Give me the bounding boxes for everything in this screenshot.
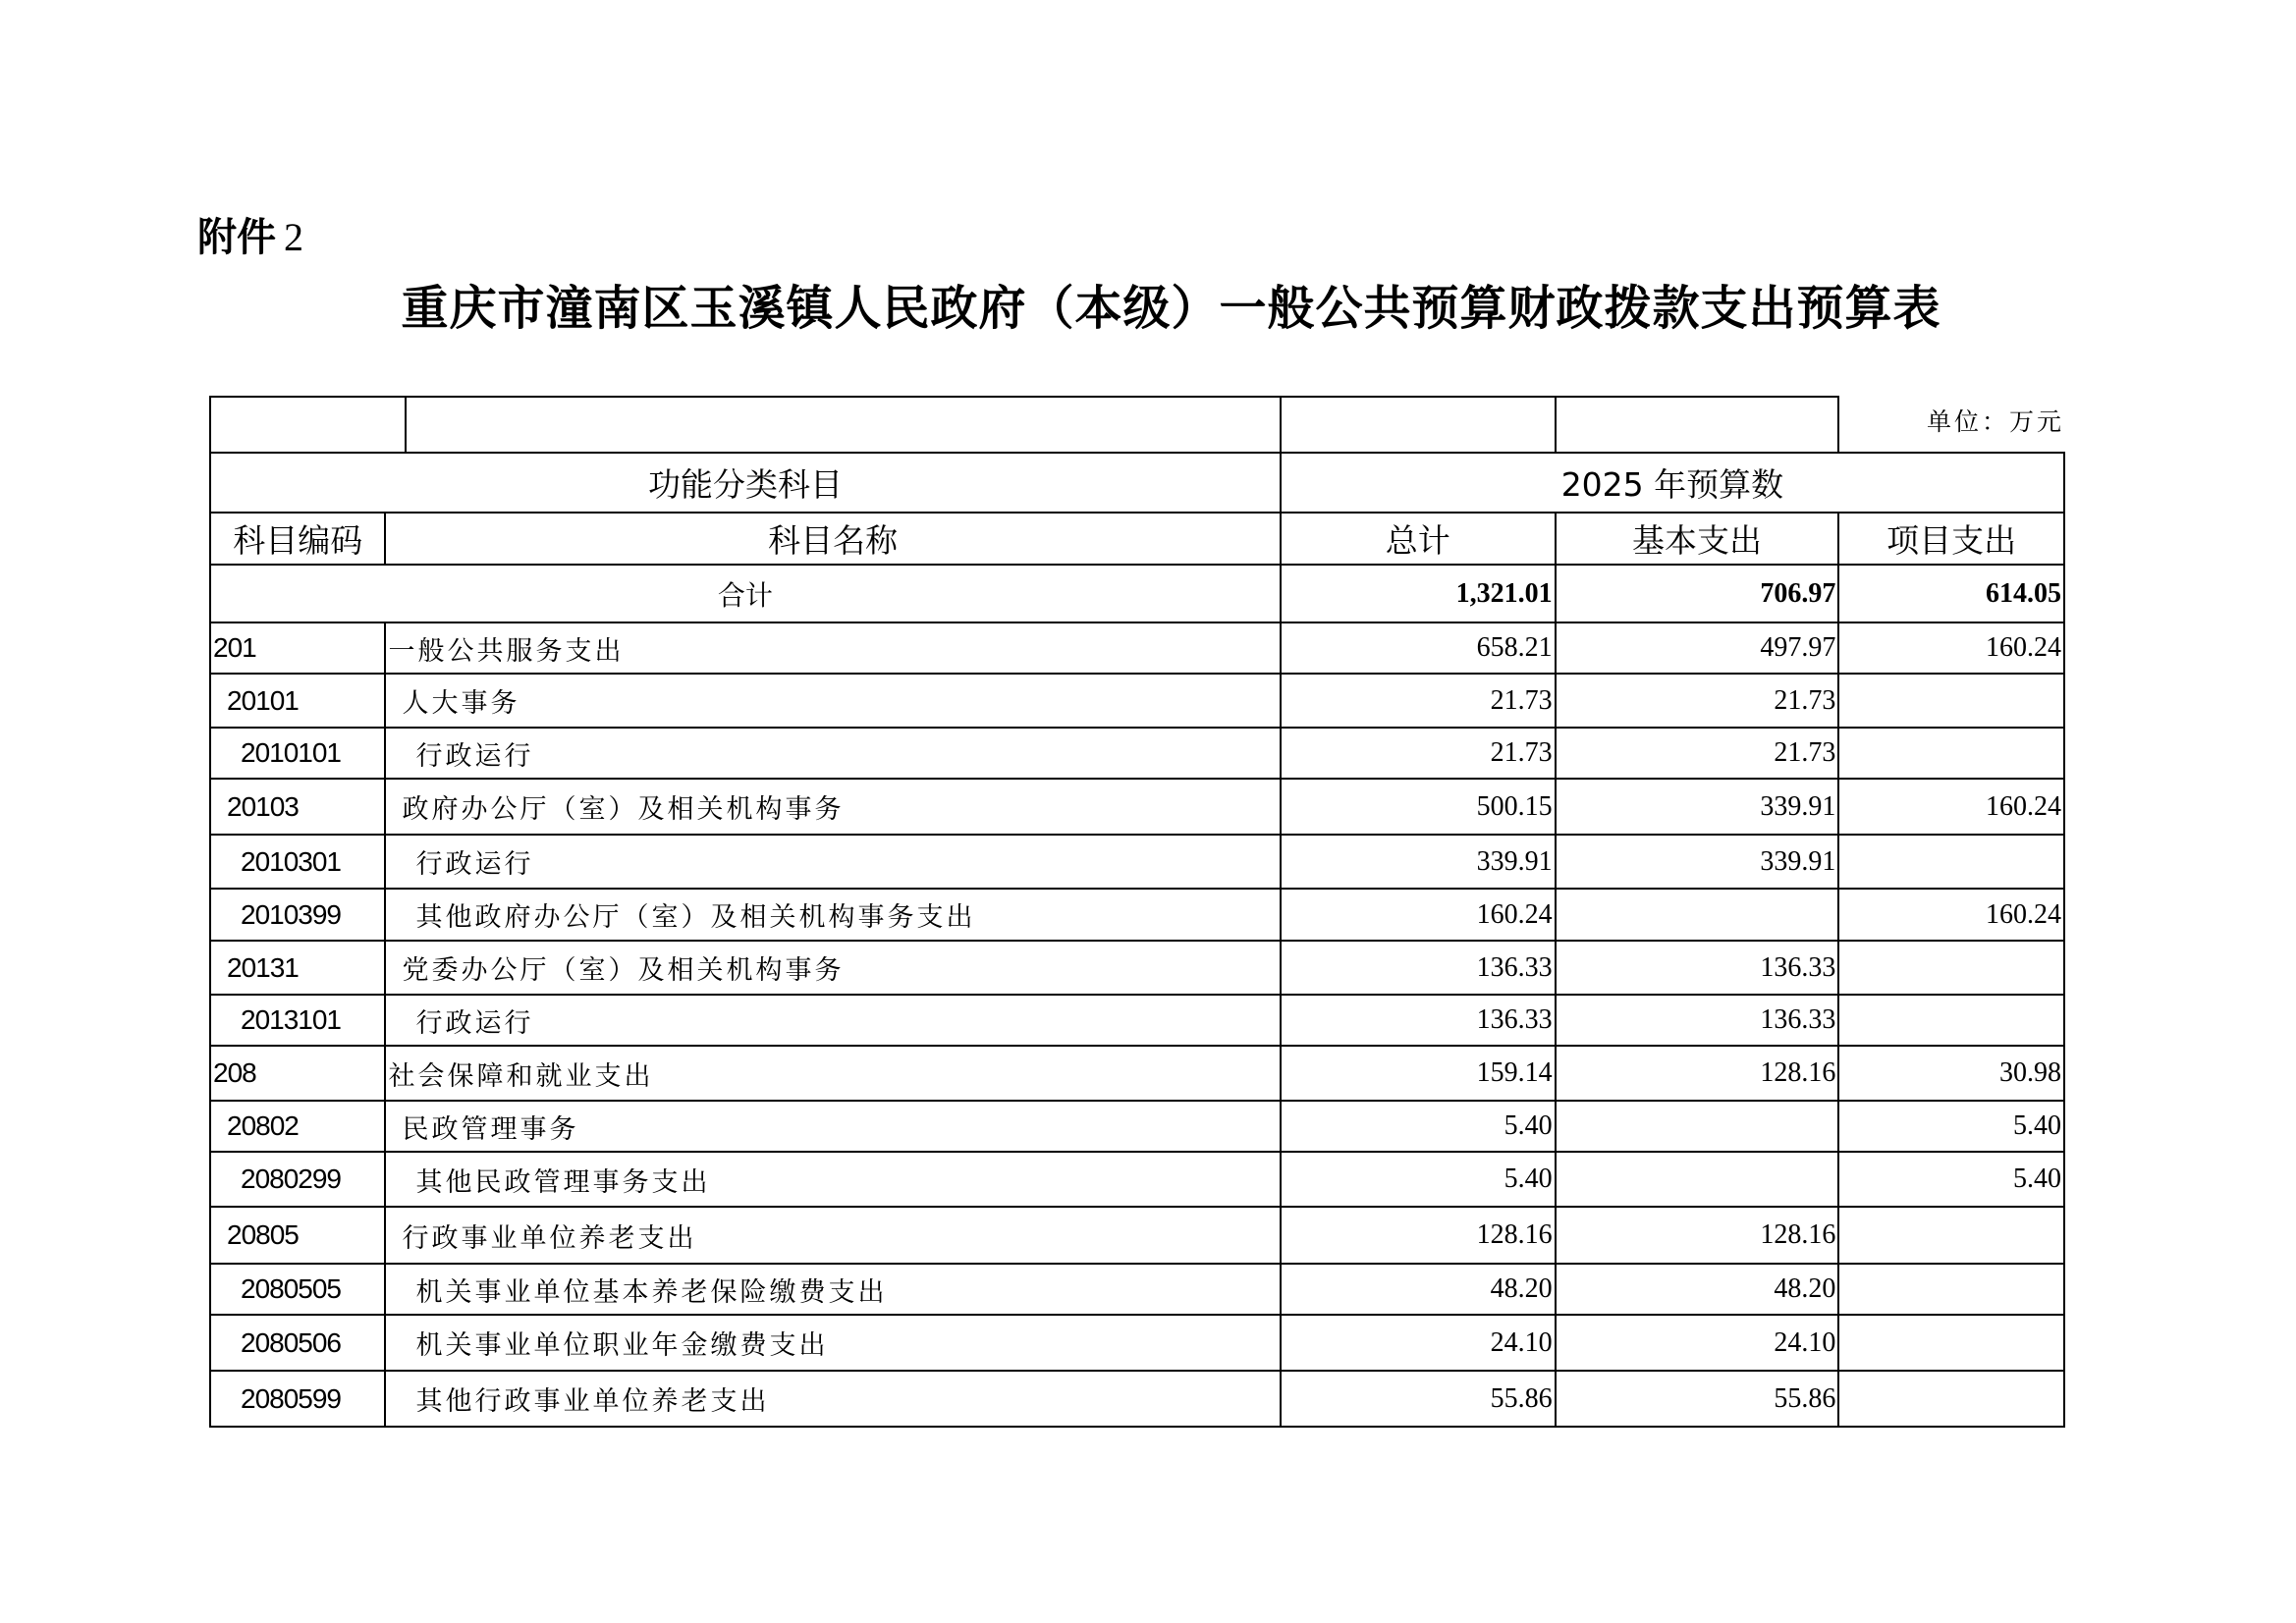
row-basic: 497.97	[1556, 622, 1839, 674]
row-code: 201	[210, 622, 385, 674]
row-name: 一般公共服务支出	[385, 622, 1280, 674]
total-basic: 706.97	[1556, 565, 1839, 622]
row-basic: 339.91	[1556, 835, 1839, 889]
row-total: 500.15	[1281, 779, 1556, 835]
col-name-header: 科目名称	[385, 513, 1280, 565]
row-total: 658.21	[1281, 622, 1556, 674]
row-project: 5.40	[1838, 1152, 2064, 1207]
table-row	[210, 779, 2064, 835]
row-total: 128.16	[1281, 1207, 1556, 1264]
column-header-row	[210, 513, 2064, 565]
page-title: 重庆市潼南区玉溪镇人民政府（本级）一般公共预算财政拨款支出预算表	[401, 281, 1941, 336]
row-project: 160.24	[1838, 779, 2064, 835]
row-project	[1838, 728, 2064, 779]
row-total: 5.40	[1281, 1101, 1556, 1152]
row-name: 其他行政事业单位养老支出	[385, 1371, 1280, 1427]
row-basic: 48.20	[1556, 1264, 1839, 1315]
budget-table	[209, 396, 2065, 1428]
row-total: 21.73	[1281, 674, 1556, 728]
table-row	[210, 1264, 2064, 1315]
total-total: 1,321.01	[1281, 565, 1556, 622]
row-basic: 136.33	[1556, 995, 1839, 1046]
attachment-text: 附件	[197, 215, 276, 260]
table-row	[210, 728, 2064, 779]
row-project	[1838, 995, 2064, 1046]
row-total: 160.24	[1281, 889, 1556, 941]
total-row	[210, 565, 2064, 622]
row-code: 2080299	[210, 1152, 385, 1207]
row-name: 其他民政管理事务支出	[385, 1152, 1280, 1207]
row-code: 20103	[210, 779, 385, 835]
table-row	[210, 995, 2064, 1046]
row-code: 208	[210, 1046, 385, 1101]
row-code: 2010101	[210, 728, 385, 779]
col-basic-header: 基本支出	[1556, 513, 1839, 565]
row-code: 2080505	[210, 1264, 385, 1315]
row-basic: 339.91	[1556, 779, 1839, 835]
col-total-header: 总计	[1281, 513, 1556, 565]
row-basic: 55.86	[1556, 1371, 1839, 1427]
row-name: 其他政府办公厅（室）及相关机构事务支出	[385, 889, 1280, 941]
row-code: 2080506	[210, 1315, 385, 1371]
unit-cell	[1838, 397, 2064, 453]
row-project: 5.40	[1838, 1101, 2064, 1152]
row-project	[1838, 941, 2064, 995]
row-code: 2013101	[210, 995, 385, 1046]
blank-cell	[1556, 397, 1839, 453]
blank-cell	[406, 397, 1281, 453]
row-name: 政府办公厅（室）及相关机构事务	[385, 779, 1280, 835]
row-name: 行政运行	[385, 835, 1280, 889]
total-project: 614.05	[1838, 565, 2064, 622]
row-total: 136.33	[1281, 995, 1556, 1046]
row-project: 30.98	[1838, 1046, 2064, 1101]
row-project	[1838, 1207, 2064, 1264]
row-code: 2080599	[210, 1371, 385, 1427]
table-row	[210, 1207, 2064, 1264]
row-total: 21.73	[1281, 728, 1556, 779]
attachment-label	[197, 215, 303, 260]
row-project	[1838, 674, 2064, 728]
row-total: 5.40	[1281, 1152, 1556, 1207]
row-code: 2010301	[210, 835, 385, 889]
table-row	[210, 1371, 2064, 1427]
row-total: 24.10	[1281, 1315, 1556, 1371]
row-project	[1838, 1371, 2064, 1427]
row-name: 机关事业单位基本养老保险缴费支出	[385, 1264, 1280, 1315]
row-name: 机关事业单位职业年金缴费支出	[385, 1315, 1280, 1371]
row-basic: 21.73	[1556, 728, 1839, 779]
table-row	[210, 1101, 2064, 1152]
row-project	[1838, 1264, 2064, 1315]
row-basic	[1556, 1152, 1839, 1207]
table-row	[210, 835, 2064, 889]
row-project: 160.24	[1838, 622, 2064, 674]
row-project: 160.24	[1838, 889, 2064, 941]
row-basic: 128.16	[1556, 1207, 1839, 1264]
row-basic: 24.10	[1556, 1315, 1839, 1371]
table-row	[210, 889, 2064, 941]
attachment-number: 2	[284, 215, 303, 259]
row-total: 159.14	[1281, 1046, 1556, 1101]
row-basic: 128.16	[1556, 1046, 1839, 1101]
row-code: 20802	[210, 1101, 385, 1152]
row-name: 人大事务	[385, 674, 1280, 728]
blank-header-row	[210, 397, 2064, 453]
blank-cell	[210, 397, 406, 453]
col-project-header: 项目支出	[1838, 513, 2064, 565]
row-code: 2010399	[210, 889, 385, 941]
table-row	[210, 674, 2064, 728]
row-code: 20805	[210, 1207, 385, 1264]
total-label: 合计	[210, 565, 1281, 622]
table-row	[210, 1152, 2064, 1207]
row-basic	[1556, 1101, 1839, 1152]
group-header-row	[210, 453, 2064, 513]
row-code: 20101	[210, 674, 385, 728]
row-total: 55.86	[1281, 1371, 1556, 1427]
row-name: 民政管理事务	[385, 1101, 1280, 1152]
group-header-left: 功能分类科目	[210, 453, 1281, 513]
row-total: 339.91	[1281, 835, 1556, 889]
row-total: 136.33	[1281, 941, 1556, 995]
row-name: 行政运行	[385, 728, 1280, 779]
row-project	[1838, 1315, 2064, 1371]
col-code-header: 科目编码	[210, 513, 385, 565]
row-name: 行政事业单位养老支出	[385, 1207, 1280, 1264]
row-basic: 21.73	[1556, 674, 1839, 728]
group-header-right: 2025 年预算数	[1281, 453, 2064, 513]
table-row	[210, 622, 2064, 674]
blank-cell	[1281, 397, 1556, 453]
row-name: 社会保障和就业支出	[385, 1046, 1280, 1101]
row-total: 48.20	[1281, 1264, 1556, 1315]
row-code: 20131	[210, 941, 385, 995]
table-row	[210, 1315, 2064, 1371]
row-name: 党委办公厅（室）及相关机构事务	[385, 941, 1280, 995]
unit-label: 单位：万元	[1926, 407, 2064, 436]
row-basic	[1556, 889, 1839, 941]
table-row	[210, 1046, 2064, 1101]
row-project	[1838, 835, 2064, 889]
row-name: 行政运行	[385, 995, 1280, 1046]
row-basic: 136.33	[1556, 941, 1839, 995]
table-row	[210, 941, 2064, 995]
